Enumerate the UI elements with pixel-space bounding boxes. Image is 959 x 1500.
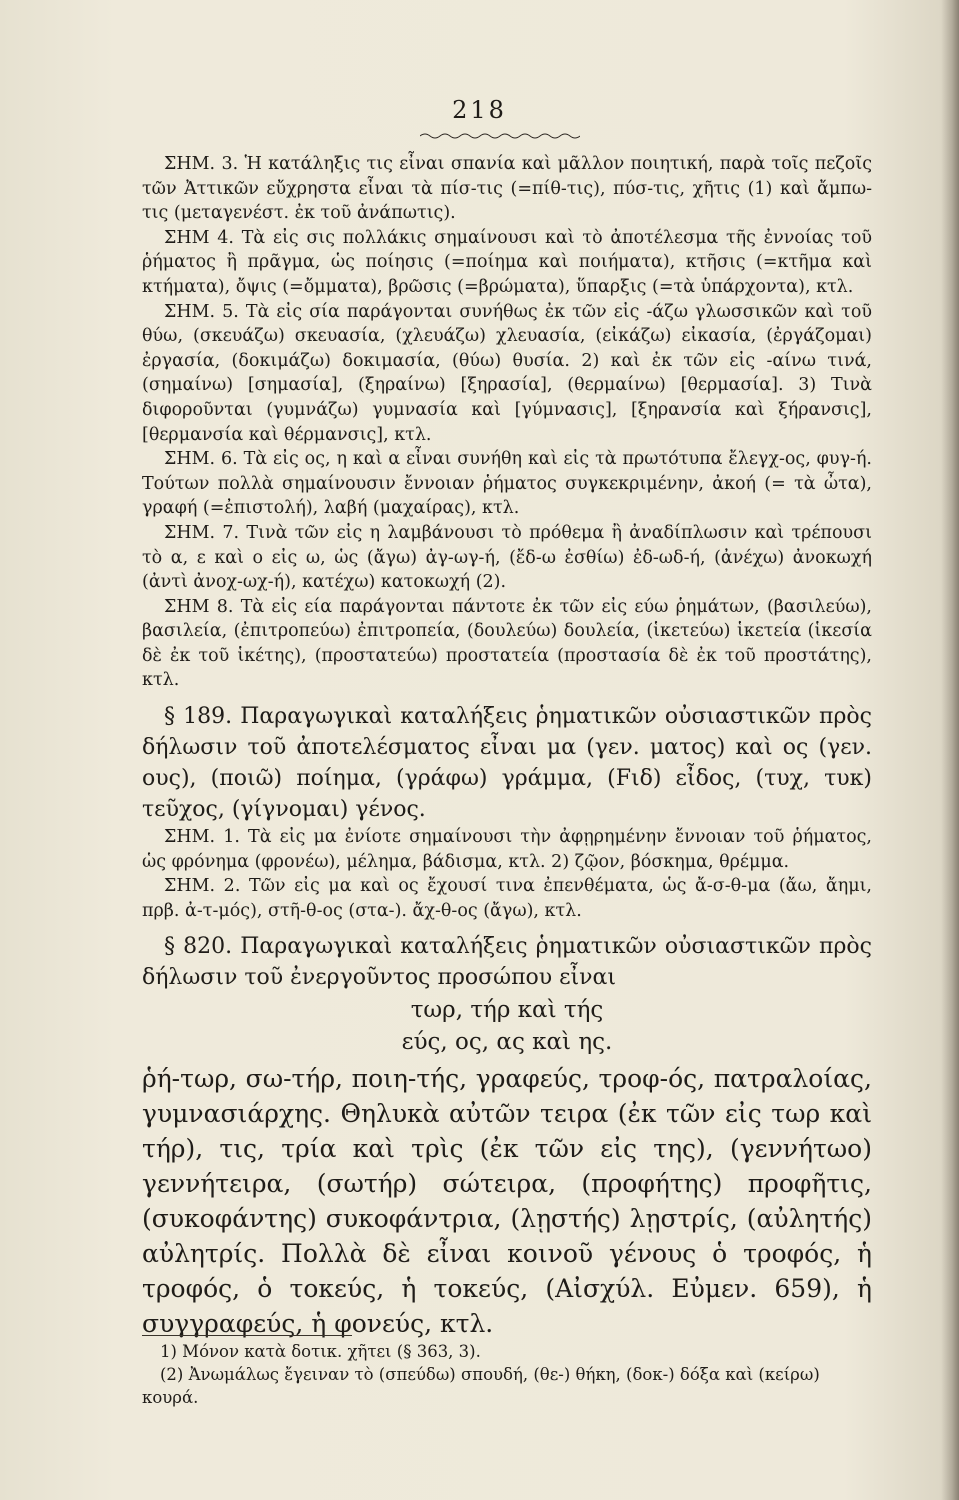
notes-block (142, 152, 872, 693)
note-paragraph: ΣΗΜ 8. Τὰ εἰς εία παράγονται πάντοτε ἐκ τῶν εἰς εύω ῥημάτων, (βασιλεύω), βασιλεία, (ἐπιτροπεύω) ἐπιτροπεία, (δουλεύω) δουλεία, (ἱκετεύω) ἱκετεία (ἱκεσία δὲ ἐκ τοῦ ἱκέτης), (προστατεύω) προστατεία (προστασία δὲ ἐκ τοῦ προστάτης), κτλ. (142, 596, 872, 691)
page-spine-shadow (941, 0, 959, 1500)
endings-line-2: εύς, ος, ας καὶ ης. (401, 1029, 613, 1056)
footnotes (142, 1340, 872, 1409)
note-paragraph: ΣΗΜ. 5. Τὰ εἰς σία παράγονται συνήθως ἐκ τῶν εἰς -άζω γλωσσικῶν καὶ τοῦ θύω, (σκευάζω) σκευασία, (χλευάζω) χλευασία, (εἰκάζω) εἰκασία, (ἐργάζομαι) ἐργασία, (δοκιμάζω) δοκιμασία, (θύω) θυσία. 2) καὶ ἐκ τῶν εἰς -αίνω τινά, (σημαίνω) [σημασία], (ξηραίνω) [ξηρασία], (θερμαίνω) [θερμασία]. 3) Τινὰ διφοροῦνται (γυμνάζω) γυμνασία καὶ [γύμνασις], [ξηρανσία καὶ ξήρανσις], [θερμανσία καὶ θέρμανσις], κτλ. (142, 301, 872, 445)
section-820: § 820. Παραγωγικαὶ καταλήξεις ῥηματικῶν οὐσιαστικῶν πρὸς δήλωσιν τοῦ ἐνεργοῦντος προσώπου εἶναι (142, 934, 872, 991)
page-body (142, 152, 872, 1341)
note-paragraph: ΣΗΜ. 1. Τὰ εἰς μα ἐνίοτε σημαίνουσι τὴν ἀφῃρημένην ἔννοιαν τοῦ ῥήματος, ὡς φρόνημα (φρονέω), μέλημα, βάδισμα, κτλ. 2) ζῷον, βόσκημα, θρέμμα. (142, 827, 872, 872)
examples-paragraph: ῥή-τωρ, σω-τήρ, ποιη-τής, γραφεύς, τροφ-ός, πατραλοίας, γυμνασιάρχης. Θηλυκὰ αὐτῶν τειρα (ἐκ τῶν εἰς τωρ καὶ τήρ), τις, τρία καὶ τρὶς (ἐκ τῶν εἰς της), (γεννήτωο) γεννήτειρα, (σωτήρ) σώτειρα, (προφήτης) προφῆτις, (συκοφάντης) συκοφάντρια, (λῃστής) λῃστρίς, (αὐλητής) αὐλητρίς. Πολλὰ δὲ εἶναι κοινοῦ γένους ὁ τροφός, ἡ τροφός, ὁ τοκεύς, ἡ τοκεύς, (Αἰσχύλ. Εὐμεν. 659), ἡ συγγραφεύς, ἡ φονεύς, κτλ. (142, 1064, 872, 1339)
section-189-notes (142, 825, 872, 923)
footnote-1: 1) Μόνον κατὰ δοτικ. χῆτει (§ 363, 3). (160, 1342, 481, 1361)
endings-line-1: τωρ, τήρ καὶ τής (410, 997, 604, 1024)
section-189: § 189. Παραγωγικαὶ καταλήξεις ῥηματικῶν οὐσιαστικῶν πρὸς δήλωσιν τοῦ ἀποτελέσματος εἶναι μα (γεν. ματος) καὶ ος (γεν. ους), (ποιῶ) ποίημα, (γράφω) γράμμα, (Fιδ) εἶδος, (τυχ, τυκ) τεῦχος, (γίγνομαι) γένος. (142, 704, 872, 823)
note-paragraph: ΣΗΜ. 3. Ἡ κατάληξις τις εἶναι σπανία καὶ μᾶλλον ποιητική, παρὰ τοῖς πεζοῖς τῶν Ἀττικῶν εὔχρηστα εἶναι τὰ πίσ-τις (=πίθ-τις), πύσ-τις, χῆτις (1) καὶ ἄμπω-τις (μεταγενέστ. ἐκ τοῦ ἀνάπωτις). (142, 154, 872, 224)
note-paragraph: ΣΗΜ. 6. Τὰ εἰς ος, η καὶ α εἶναι συνήθη καὶ εἰς τὰ πρωτότυπα ἔλεγχ-ος, φυγ-ή. Τούτων πολλὰ σημαίνουσιν ἔννοιαν ῥήματος συγκεκριμένην, ἀκοή (= τὰ ὦτα), γραφή (=ἐπιστολή), λαβή (μαχαίρας), κτλ. (142, 449, 872, 519)
page-number: 218 (452, 96, 507, 124)
note-paragraph: ΣΗΜ 4. Τὰ εἰς σις πολλάκις σημαίνουσι καὶ τὸ ἀποτέλεσμα τῆς ἐννοίας τοῦ ῥήματος ἢ πρᾶγμα, ὡς ποίησις (=ποίημα καὶ ποιήματα), κτῆσις (=κτῆμα καὶ κτήματα), ὄψις (=ὄμματα), βρῶσις (=βρώματα), ὕπαρξις (=τὰ ὑπάρχοντα), κτλ. (142, 227, 872, 297)
header-ornament (420, 132, 580, 140)
footnote-divider (142, 1335, 352, 1336)
note-paragraph: ΣΗΜ. 2. Τῶν εἰς μα καὶ ος ἔχουσί τινα ἐπενθέματα, ὡς ἄ-σ-θ-μα (ἄω, ἄημι, πρβ. ἀ-τ-μός), στῆ-θ-ος (στα-). ἄχ-θ-ος (ἄγω), κτλ. (142, 876, 872, 921)
note-paragraph: ΣΗΜ. 7. Τινὰ τῶν εἰς η λαμβάνουσι τὸ πρόθεμα ἢ ἀναδίπλωσιν καὶ τρέπουσι τὸ α, ε καὶ ο εἰς ω, ὡς (ἄγω) ἀγ-ωγ-ή, (ἔδ-ω ἐσθίω) ἐδ-ωδ-ή, (ἀνέχω) ἀνοκωχή (ἀντὶ ἀνοχ-ωχ-ή), κατέχω) κατοκωχή (2). (142, 522, 872, 593)
footnote-2: (2) Ἀνωμάλως ἔγειναν τὸ (σπεύδω) σπουδή, (θε-) θήκη, (δοκ-) δόξα καὶ (κείρω) κουρά. (142, 1365, 820, 1407)
